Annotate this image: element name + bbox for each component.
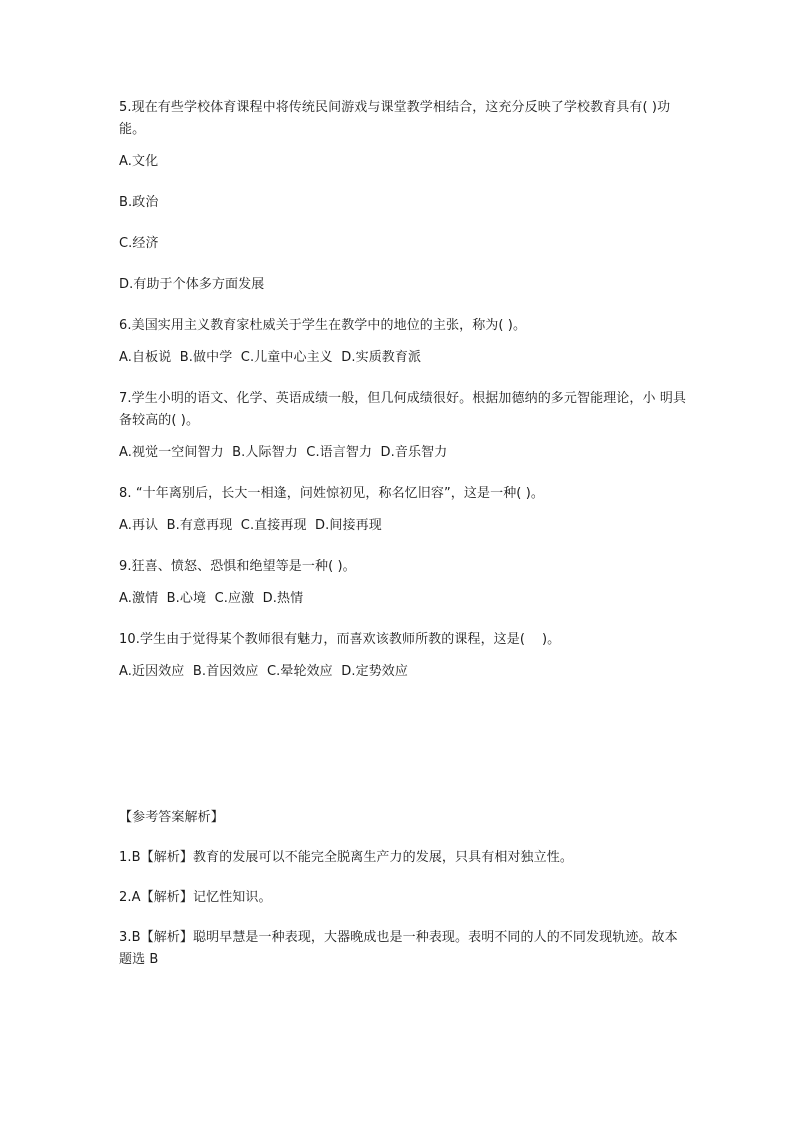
question-10-stem: 10.学生由于觉得某个教师很有魅力，而喜欢该教师所教的课程，这是( )。 <box>119 632 561 647</box>
answer-1: 1.B【解析】教育的发展可以不能完全脱离生产力的发展，只具有相对独立性。 <box>119 850 573 865</box>
question-7-stem: 7.学生小明的语文、化学、英语成绩一般，但几何成绩很好。根据加德纳的多元智能理论，小 明具备较高的( )。 <box>119 391 687 428</box>
question-6-options: A.自板说 B.做中学 C.儿童中心主义 D.实质教育派 <box>119 350 422 365</box>
answer-2: 2.A【解析】记忆性知识。 <box>119 890 272 905</box>
question-5-option-c: C.经济 <box>119 236 159 251</box>
question-5-option-a: A.文化 <box>119 154 159 169</box>
question-8-stem: 8. “十年离别后，长大一相逢，问姓惊初见，称名忆旧容”，这是一种( )。 <box>119 486 544 501</box>
section-spacer <box>119 702 689 807</box>
question-9-options: A.激情 B.心境 C.应激 D.热情 <box>119 591 304 606</box>
question-8-options: A.再认 B.有意再现 C.直接再现 D.间接再现 <box>119 518 382 533</box>
document-page <box>119 97 689 989</box>
question-7-options: A.视觉一空间智力 B.人际智力 C.语言智力 D.音乐智力 <box>119 445 448 460</box>
question-5-option-d: D.有助于个体多方面发展 <box>119 277 265 292</box>
question-5-option-b: B.政治 <box>119 195 159 210</box>
answer-3: 3.B【解析】聪明早慧是一种表现，大器晚成也是一种表现。表明不同的人的不同发现轨迹。故本题选 B <box>119 930 678 967</box>
question-5-stem: 5.现在有些学校体育课程中将传统民间游戏与课堂教学相结合，这充分反映了学校教育具有( )功能。 <box>119 100 671 137</box>
question-10-options: A.近因效应 B.首因效应 C.晕轮效应 D.定势效应 <box>119 664 408 679</box>
answers-heading: 【参考答案解析】 <box>119 810 224 825</box>
question-6-stem: 6.美国实用主义教育家杜威关于学生在教学中的地位的主张，称为( )。 <box>119 318 527 333</box>
question-9-stem: 9.狂喜、愤怒、恐惧和绝望等是一种( )。 <box>119 559 356 574</box>
